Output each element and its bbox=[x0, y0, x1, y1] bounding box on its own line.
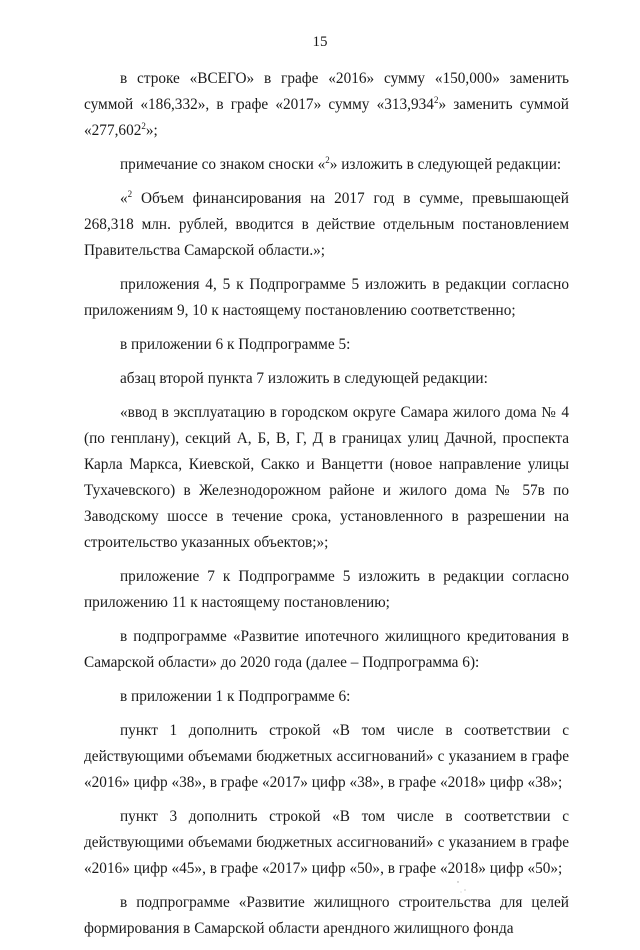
paragraph-mortgage-subprogram bbox=[84, 624, 569, 676]
paragraph-item-1-addition bbox=[84, 718, 569, 796]
text-run: в подпрограмме «Развитие ипотечного жилищного кредитования в Самарской области» до 2020 года (далее – Подпрограмма 6): bbox=[84, 628, 569, 671]
text-run: «ввод в эксплуатацию в городском округе Самара жилого дома № 4 (по генплану), секций А, Б, В, Г, Д в границах улиц Дачной, проспекта Карла Маркса, Киевской, Сакко и Ванцетти (новое направление улицы Тухачевского) в Железнодорожном районе и жилого дома № 57в по Заводскому шоссе в течение срока, установленного в разрешении на строительство указанных объектов;»; bbox=[84, 404, 569, 551]
paragraph-appendix-6-intro bbox=[84, 332, 569, 358]
text-run: Объем финансирования на 2017 год в сумме, превышающей 268,318 млн. рублей, вводится в действие отдельным постановлением Правительства Самарской области.»; bbox=[84, 190, 569, 259]
text-run: примечание со знаком сноски « bbox=[120, 156, 326, 173]
text-run: в подпрограмме «Развитие жилищного строительства для целей формирования в Самарской области арендного жилищного фонда bbox=[84, 894, 569, 937]
text-run: « bbox=[120, 190, 128, 207]
footnote-superscript: 2 bbox=[141, 121, 146, 131]
text-run: абзац второй пункта 7 изложить в следующей редакции: bbox=[120, 370, 488, 387]
paragraph-total-row-amounts bbox=[84, 66, 569, 144]
text-run: пункт 3 дополнить строкой «В том числе в соответствии с действующими объемами бюджетных ассигнований» с указанием в графе «2016» цифр «45», в графе «2017» цифр «50», в графе «2018» цифр «50»; bbox=[84, 808, 569, 877]
text-run: приложения 4, 5 к Подпрограмме 5 изложить в редакции согласно приложениям 9, 10 к настоящему постановлению соответственно; bbox=[84, 276, 569, 319]
paragraph-rental-housing-subprogram bbox=[84, 890, 569, 942]
footnote-superscript: 2 bbox=[325, 155, 330, 165]
text-run: пункт 1 дополнить строкой «В том числе в соответствии с действующими объемами бюджетных ассигнований» с указанием в графе «2016» цифр «38», в графе «2017» цифр «38», в графе «2018» цифр «38»; bbox=[84, 722, 569, 791]
paragraph-appendix-1-intro bbox=[84, 684, 569, 710]
text-run: приложение 7 к Подпрограмме 5 изложить в редакции согласно приложению 11 к настоящему постановлению; bbox=[84, 568, 569, 611]
text-run: в приложении 1 к Подпрограмме 6: bbox=[120, 688, 351, 705]
paragraph-commissioning-quote bbox=[84, 400, 569, 556]
document-body bbox=[84, 66, 569, 950]
text-run: в строке «ВСЕГО» в графе «2016» сумму «150,000» заменить суммой «186,332», в графе «2017» сумму «313,934 bbox=[84, 70, 569, 113]
text-run: » заменить суммой «277,602 bbox=[84, 96, 569, 139]
text-run: »; bbox=[145, 122, 158, 139]
paragraph-appendices-4-5 bbox=[84, 272, 569, 324]
paragraph-item-3-addition bbox=[84, 804, 569, 882]
paragraph-footnote-text bbox=[84, 186, 569, 264]
footnote-superscript: 2 bbox=[127, 189, 133, 199]
footnote-superscript: 2 bbox=[433, 95, 439, 105]
scan-specks bbox=[454, 876, 474, 896]
paragraph-item-7-second-clause bbox=[84, 366, 569, 392]
paragraph-appendix-7 bbox=[84, 564, 569, 616]
text-run: » изложить в следующей редакции: bbox=[329, 156, 562, 173]
page-number: 15 bbox=[312, 34, 328, 50]
paragraph-footnote-note-instruction bbox=[84, 152, 569, 178]
text-run: в приложении 6 к Подпрограмме 5: bbox=[120, 336, 351, 353]
